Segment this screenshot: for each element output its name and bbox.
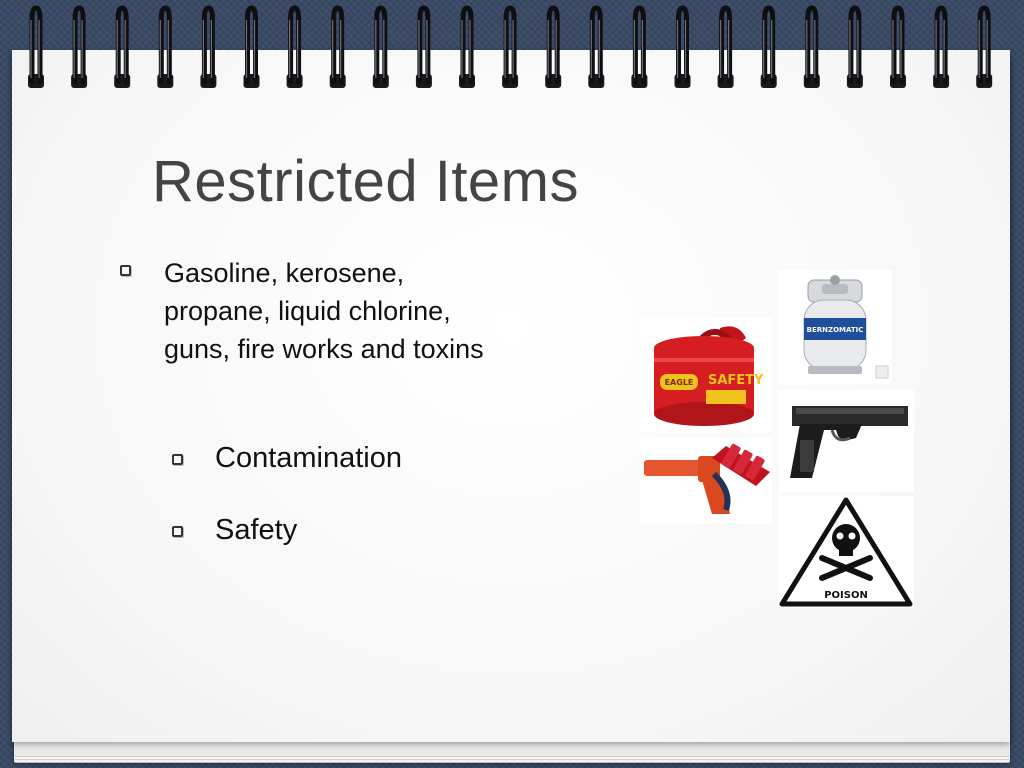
sub-bullet-item xyxy=(172,512,297,548)
bullet-item xyxy=(120,254,500,368)
binding-ring xyxy=(588,8,604,88)
binding-ring xyxy=(28,8,44,88)
handgun-image xyxy=(778,390,914,492)
gas-can-brand: EAGLE xyxy=(664,378,694,387)
binding-ring xyxy=(631,8,647,88)
sub-bullet-item xyxy=(172,440,402,476)
binding-ring xyxy=(287,8,303,88)
binding-ring xyxy=(114,8,130,88)
binding-ring xyxy=(761,8,777,88)
propane-tank-image xyxy=(778,270,892,384)
binding-ring xyxy=(890,8,906,88)
binding-ring xyxy=(157,8,173,88)
binding-ring xyxy=(71,8,87,88)
binding-ring xyxy=(933,8,949,88)
bullet-box-icon xyxy=(172,454,183,465)
bullet-box-icon xyxy=(120,265,131,276)
bullet-text: Gasoline, kerosene, propane, liquid chlorine, guns, fire works and toxins xyxy=(164,258,484,364)
binding-ring xyxy=(459,8,475,88)
binding-ring xyxy=(416,8,432,88)
binding-ring xyxy=(804,8,820,88)
bullet-box-icon xyxy=(172,526,183,537)
binding-ring xyxy=(330,8,346,88)
binding-ring xyxy=(244,8,260,88)
poison-label: POISON xyxy=(824,590,868,601)
binding-ring xyxy=(718,8,734,88)
binding-ring xyxy=(502,8,518,88)
gas-can-label: SAFETY xyxy=(708,373,764,388)
sub-bullet-text: Contamination xyxy=(215,442,402,474)
gas-can-image xyxy=(640,318,772,432)
sub-bullet-text: Safety xyxy=(215,514,298,546)
binding-ring xyxy=(200,8,216,88)
binding-ring xyxy=(847,8,863,88)
flare-gun-image xyxy=(640,438,772,524)
propane-label: BERNZOMATIC xyxy=(806,326,864,334)
binding-ring xyxy=(373,8,389,88)
slide-title: Restricted Items xyxy=(152,149,579,214)
binding-ring xyxy=(976,8,992,88)
binding-ring xyxy=(545,8,561,88)
poison-sign-image xyxy=(778,496,914,608)
spiral-binding xyxy=(0,0,1024,96)
binding-ring xyxy=(675,8,691,88)
